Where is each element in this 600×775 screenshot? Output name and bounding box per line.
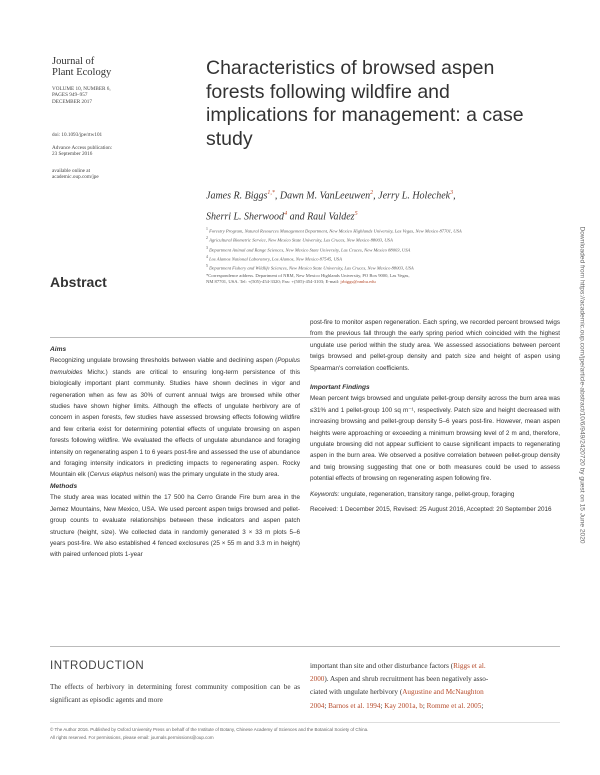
intro-left-text: The effects of herbivory in determining forest community composition can be as significant as episodic agents and more [50, 683, 300, 705]
intro-right-column: important than site and other disturbance factors (Riggs et al. 2000). Aspen and shrub recruitment has been negatively asso- ciated with ungulate herbivory (Augustine and McNaughton 2004; Barnos et al. 1994; Kay 2001a, b; Romme et al. 2005; [310, 662, 489, 710]
affiliations [206, 226, 566, 286]
permissions-line: All rights reserved. For permissions, please email: journals.permissions@oup.com [50, 735, 214, 740]
author-affiliation-marker[interactable]: 1,* [267, 190, 275, 196]
keywords-label: Keywords: [310, 490, 340, 498]
citation-link[interactable]: 2000 [310, 675, 325, 684]
available-online-label: available online at [52, 168, 91, 174]
methods-heading: Methods [50, 482, 78, 490]
keywords-text: ungulate, regeneration, transitory range, pellet-group, foraging [341, 490, 515, 498]
affiliation-item: $^3$ Department Animal and Range Sciences, New Mexico State University, Las Cruces, New Mexico 88003, USA [206, 245, 411, 253]
journal-url[interactable]: academic.oup.com/jpe [52, 174, 99, 181]
findings-heading: Important Findings [310, 384, 370, 392]
author-name[interactable]: Raul Valdez [307, 211, 355, 223]
abstract-heading: Abstract [50, 274, 107, 290]
aims-heading: Aims [50, 346, 67, 353]
journal-name-line1: Journal of [52, 56, 95, 67]
abstract-left-column [50, 344, 300, 561]
citation-link[interactable]: Barnos et al. 1994 [328, 701, 381, 710]
download-watermark-text: Downloaded from https://academic.oup.com/jpe/article-abstract/10/6/949/2420720 by guest on 15 June 2020 [578, 226, 586, 544]
doi[interactable]: doi: 10.1093/jpe/rtw101 [52, 132, 103, 138]
methods-text-part2: post-fire to monitor aspen regeneration. Each spring, we recorded percent browsed twigs from the previous fall through the early spring period which coincided with the highest ungulate use period within the study area. We assessed associations between percent twigs browsed and pellet-group density and patch size and height of aspen using Spearman's correlation coefficients. [310, 319, 560, 372]
journal-name [52, 56, 111, 78]
citation-link[interactable]: 2004 [310, 701, 325, 710]
introduction-heading: INTRODUCTION [50, 660, 145, 672]
copyright-notice [50, 726, 560, 742]
aims-text: Recognizing ungulate browsing thresholds between viable and declining aspen (Populus tremuloides Michx.) stands are critical to ensuring long-term persistence of this biologically important plant community. Studies have shown declines in vigor and regeneration when as few as 30% of current annual twigs are browsed while other studies have shown higher limits. Although the effects of ungulate herbivory are of concern in aspen forests, few studies have assessed browsing effects following wildfire and few criteria exist for determining potential effects of ungulate browsing on aspen forests following wildfire. We evaluated the effects of ungulate abundance and foraging intensity on regenerating aspen 1 to 6 years post-fire and assessed the use of abundance and foraging intensity indicators in predicting impacts to regenerating aspen. Rocky Mountain elk (Cervus elaphus nelsoni) was the primary ungulate in the study area. [50, 357, 300, 479]
volume: VOLUME 10, NUMBER 6, [52, 86, 111, 92]
author-name[interactable]: Sherri L. Sherwood [206, 211, 285, 223]
author-name[interactable]: Jerry L. Holechek [378, 190, 451, 202]
advance-access-label: Advance Access publication: [52, 145, 113, 151]
availability [52, 168, 152, 181]
article-dates: Received: 1 December 2015, Revised: 25 August 2016, Accepted: 20 September 2016 [310, 506, 552, 514]
footer-divider [50, 722, 560, 723]
citation-link[interactable]: Riggs et al. [453, 662, 486, 670]
author-affiliation-marker[interactable]: 2 [370, 190, 374, 196]
abstract-right-column [310, 317, 560, 516]
affiliation-item: $^1$ Forestry Program, Natural Resources Management Department, New Mexico Highlands University, Las Vegas, New Mexico 87701, USA [206, 227, 462, 234]
affiliation-item: $^2$ Agricultural Biometric Service, New Mexico State University, Las Cruces, New Mexico 88003, USA [206, 236, 393, 243]
affiliation-item: $^5$ Department Fishery and Wildlife Sciences, New Mexico State University, Las Cruces, New Mexico 88003, USA [206, 264, 414, 271]
download-watermark [574, 200, 590, 570]
intro-left-column [50, 681, 300, 707]
findings-text: Mean percent twigs browsed and ungulate pellet-group density across the burn area was ≤31% and 1 pellet-group 100 sq m⁻¹, respectively. Patch size and height decreased with increasing browsing and pellet-group density 5–6 years post-fire. However, mean aspen heights were approaching or exceeding a minimum browsing level of 2 m and, therefore, ungulate browsing did not appear sufficient to cause significant impacts to regenerating aspen in the burn area. We observed a positive correlation between pellet-group density and twig browsing suggesting that one or both measures could be used to assess potential effects of browsing on regenerating aspen following fire. [310, 395, 560, 483]
copyright-line: © The Author 2016. Published by Oxford University Press on behalf of the Institute of Botany, Chinese Academy of Sciences and the Botanical Society of China. [50, 727, 369, 732]
citation-link[interactable]: Romme et al. 2005 [426, 701, 482, 710]
author-name[interactable]: Dawn M. VanLeeuwen [279, 190, 371, 202]
advance-access-date: 23 September 2016 [52, 151, 93, 158]
abstract-bottom-divider [50, 646, 560, 647]
author-conjunction: and [289, 211, 305, 223]
methods-text-part1: The study area was located within the 17 500 ha Cerro Grande Fire burn area in the Jemez Mountains, New Mexico, USA. We used percent aspen twigs browsed and pellet-group counts to evaluate relationships between these indicators and aspen patch structure (height, size). We collected data in randomly generated 3 × 33 m plots 5–6 years post-fire. We also established 4 fenced exclosures (25 × 55 m and 3.3 m in height) with paired unfenced plots 1-year [50, 494, 300, 559]
issue-date: DECEMBER 2017 [52, 98, 92, 105]
author-affiliation-marker[interactable]: 4 [284, 211, 288, 218]
correspondence-line: *Correspondence address. Department of NRM, New Mexico Highlands University, PO Box 9000, Las Vegas, [206, 272, 410, 278]
article-title: Characteristics of browsed aspen forests following wildfire and implications for management: a case study [206, 57, 524, 150]
pages: PAGES 949–957 [52, 92, 88, 99]
author-name[interactable]: James R. Biggs [206, 190, 268, 202]
advance-access [52, 145, 152, 158]
correspondence-email[interactable]: jrbiggs@nmhu.edu [340, 279, 376, 285]
affiliation-item: $^4$ Los Alamos National Laboratory, Los Alamos, New Mexico 87545, USA [206, 254, 342, 262]
citation-link[interactable]: Augustine and McNaughton [402, 688, 484, 697]
author-list: James R. Biggs$^{1,*}$, Dawn M. VanLeeuwen$^2$, Jerry L. Holechek$^3$, Sherri L. Sherwood$^4$ and Raul Valdez$^5$ [206, 190, 456, 223]
correspondence-contact: NM 87701, USA. Tel: +(505)-454-3320; Fax: +(505)-454-3103; E-mail: jrbiggs@nmhu.edu [206, 279, 376, 285]
author-affiliation-marker[interactable]: 5 [354, 211, 358, 218]
keywords [310, 489, 560, 500]
journal-name-line2: Plant Ecology [52, 67, 112, 78]
volume-info [52, 86, 152, 105]
author-affiliation-marker[interactable]: 3 [450, 190, 454, 196]
citation-link[interactable]: Kay 2001a, b [384, 701, 423, 710]
